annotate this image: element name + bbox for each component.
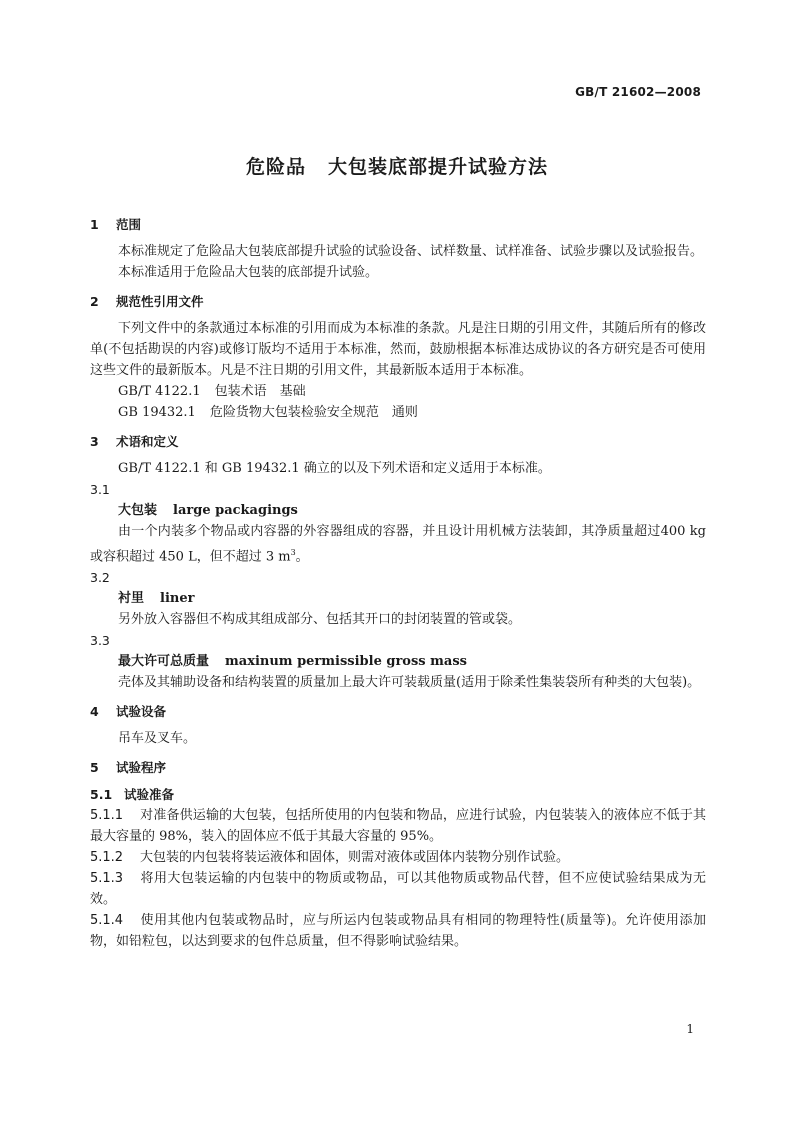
section-heading-2: 2 规范性引用文件 — [90, 294, 204, 309]
normative-reference: GB 19432.1 危险货物大包装检验安全规范 通则 — [118, 405, 418, 420]
section-heading-4: 4 试验设备 — [90, 704, 167, 720]
term-number: 3.1 — [90, 482, 110, 497]
term-definition: 另外放入容器但不构成其组成部分、包括其开口的封闭装置的管或袋。 — [118, 612, 522, 628]
term-definition: 壳体及其辅助设备和结构装置的质量加上最大许可装载质量(适用于除柔性集装袋所有种类的大包装)。 — [118, 675, 701, 691]
term-number: 3.3 — [90, 633, 110, 649]
paragraph: GB/T 4122.1 和 GB 19432.1 确立的以及下列术语和定义适用于本标准。 — [118, 461, 551, 476]
clause: 5.1.2 大包装的内包装将装运液体和固体，则需对液体或固体内装物分别作试验。 — [90, 850, 570, 866]
document-body — [90, 214, 706, 952]
normative-reference: GB/T 4122.1 包装术语 基础 — [118, 384, 306, 399]
title-part-1: 危险品 — [245, 156, 306, 178]
paragraph: 本标准规定了危险品大包装底部提升试验的试验设备、试样数量、试样准备、试验步骤以及试验报告。 — [118, 244, 704, 259]
term-entry: 最大许可总质量 maxinum permissible gross mass — [118, 654, 467, 670]
paragraph: 吊车及叉车。 — [118, 731, 197, 747]
paragraph: 下列文件中的条款通过本标准的引用而成为本标准的条款。凡是注日期的引用文件，其随后所有的修改单(不包括勘误的内容)或修订版均不适用于本标准，然而，鼓励根据本标准达成协议的各方研究是否可使用这些文件的最新版本。凡是不注日期的引用文件，其最新版本适用于本标准。 — [90, 321, 706, 378]
clause: 5.1.4 使用其他内包装或物品时，应与所运内包装或物品具有相同的物理特性(质量等)。允许使用添加物，如铅粒包，以达到要求的包件总质量，但不得影响试验结果。 — [90, 913, 706, 950]
paragraph: 本标准适用于危险品大包装的底部提升试验。 — [118, 265, 379, 280]
section-heading-3: 3 术语和定义 — [90, 434, 179, 449]
standard-number: GB/T 21602—2008 — [575, 85, 701, 99]
clause: 5.1.1 对准备供运输的大包装，包括所使用的内包装和物品，应进行试验，内包装装入的液体应不低于其最大容量的 98%，装入的固体应不低于其最大容量的 95%。 — [90, 808, 706, 845]
term-entry: 衬里 liner — [118, 591, 195, 607]
clause: 5.1.3 将用大包装运输的内包装中的物质或物品，可以其他物质或物品代替，但不应使试验结果成为无效。 — [90, 871, 706, 908]
term-number: 3.2 — [90, 570, 110, 586]
title-part-2: 大包装底部提升试验方法 — [328, 156, 549, 178]
section-heading-5: 5 试验程序 — [90, 760, 167, 776]
term-definition: 由一个内装多个物品或内容器的外容器组成的容器，并且设计用机械方法装卸，其净质量超过400 kg 或容积超过 450 L，但不超过 3 $m^3$。 — [90, 524, 706, 565]
document-title — [0, 152, 794, 179]
term-entry: 大包装 large packagings — [118, 503, 298, 518]
section-heading-1: 1 范围 — [90, 217, 142, 232]
page-number: 1 — [686, 1022, 694, 1036]
subsection-heading: 5.1 试验准备 — [90, 787, 175, 803]
